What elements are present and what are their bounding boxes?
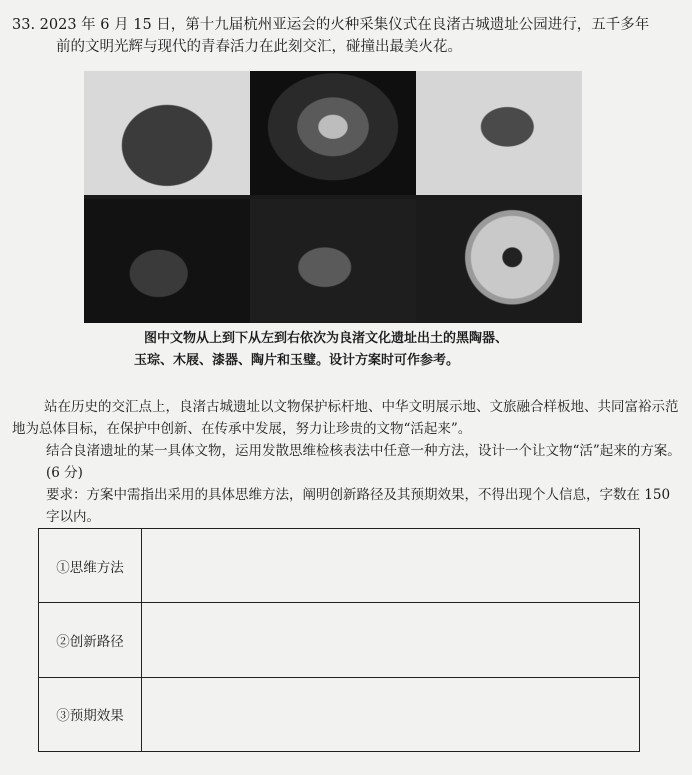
caption-line-2: 玉琮、木屐、漆器、陶片和玉璧。设计方案时可作参考。 xyxy=(134,353,460,368)
table-row xyxy=(39,603,640,677)
black-pottery-jar-photo xyxy=(84,71,250,195)
jade-bi-disc-photo xyxy=(416,199,582,323)
table-row xyxy=(39,677,640,751)
row-label-expected-effect: ③预期效果 xyxy=(39,677,142,751)
answer-table xyxy=(38,528,640,752)
question-line-1: 2023 年 6 月 15 日，第十九届杭州亚运会的火种采集仪式在良渚古城遗址公园进行，五千多年 xyxy=(39,17,650,33)
photo-caption xyxy=(134,328,594,372)
jade-cong-photo xyxy=(250,71,416,195)
question-stem xyxy=(12,14,682,58)
background-paragraph: 站在历史的交汇点上，良渚古城遗址以文物保护标杆地、中华文明展示地、文旅融合样板地、共同富裕示范地为总体目标，在保护中创新、在传承中发展，努力让珍贵的文物“活起来”。 xyxy=(12,399,679,437)
lacquerware-photo xyxy=(84,199,250,323)
table-row xyxy=(39,529,640,603)
row-label-thinking-method: ①思维方法 xyxy=(39,529,142,603)
question-number: 33. xyxy=(12,17,36,33)
pottery-shard-photo xyxy=(250,199,416,323)
answer-cell-expected-effect[interactable] xyxy=(142,677,640,751)
answer-cell-innovation-path[interactable] xyxy=(142,603,640,677)
answer-cell-thinking-method[interactable] xyxy=(142,529,640,603)
caption-line-1: 图中文物从上到下从左到右依次为良渚文化遗址出土的黑陶器、 xyxy=(144,331,509,346)
requirements-paragraph: 要求：方案中需指出采用的具体思维方法，阐明创新路径及其预期效果，不得出现个人信息，字数在 150 字以内。 xyxy=(46,487,671,525)
artifact-photo-grid xyxy=(84,71,582,323)
row-label-innovation-path: ②创新路径 xyxy=(39,603,142,677)
wooden-clog-photo xyxy=(416,71,582,195)
task-paragraph: 结合良渚遗址的某一具体文物，运用发散思维检核表法中任意一种方法，设计一个让文物“活”起来的方案。(6 分) xyxy=(46,443,681,481)
question-line-2: 前的文明光辉与现代的青春活力在此刻交汇，碰撞出最美火花。 xyxy=(56,39,462,55)
